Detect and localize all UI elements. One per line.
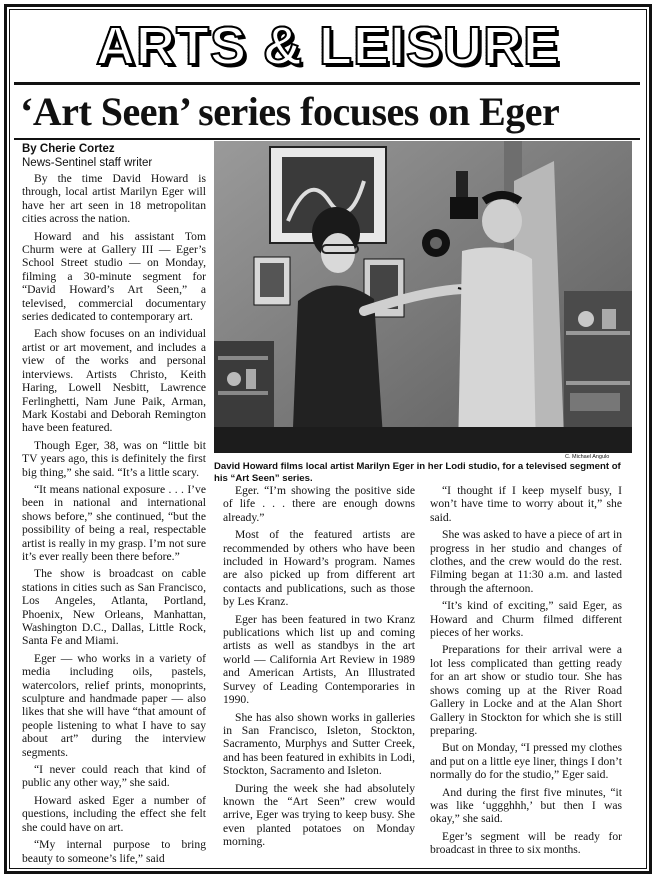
article-paragraph: She was asked to have a piece of art in progress in her studio and changes of clothes, and the crew would do the rest. Filming began at 11:30 a.m. and lasted through the afternoon. [430, 528, 622, 595]
article-column-1 [22, 172, 206, 869]
article-paragraph: Howard asked Eger a number of questions, including the effect she felt she could have on art. [22, 793, 206, 834]
byline-role: News-Sentinel staff writer [22, 157, 153, 169]
article-paragraph: By the time David Howard is through, local artist Marilyn Eger will have her art seen in 18 metropolitan cities across the nation. [22, 172, 206, 226]
article-paragraph: Each show focuses on an individual artist or art movement, and includes a view of the works and personal interviews. Artists Christo, Keith Haring, Lowell Nesbitt, Lawrence Ferlinghetti, Nam June Paik, Arman, Mark Kostabi and Deborah Remington have been featured. [22, 327, 206, 435]
article-paragraph: She has also shown works in galleries in San Francisco, Isleton, Stockton, Sacramento, Murphys and Sutter Creek, and has been featured in exhibits in Lodi, Stockton, Sacramento and Isleton. [223, 710, 415, 778]
article-paragraph: And during the first five minutes, “it was like ‘uggghhh,’ but then I was okay,” she said. [430, 785, 622, 826]
article-paragraph: Most of the featured artists are recommended by others who have been included in Howard’s program. Names are also picked up from different art contacts and publications, such as those by Les Kranz. [223, 528, 415, 609]
article-paragraph: Eger — who works in a variety of media including oils, pastels, watercolors, relief prints, monoprints, sculpture and handmade paper — also likes that she will have “that amount of people listening to what I have to say about art” during the interview segments. [22, 651, 206, 759]
article-paragraph: “It’s kind of exciting,” said Eger, as Howard and Churm filmed different pieces of her works. [430, 599, 622, 640]
banner-rule [14, 82, 640, 85]
article-column-3 [430, 484, 622, 861]
byline [22, 142, 152, 170]
article-paragraph: “It means national exposure . . . I’ve been in national and international shows before,” she continued, “but the possibility of being a real, respectable artist is really in my grasp. I’m not sure it’s ever really been there before.” [22, 482, 206, 563]
article-paragraph: Preparations for their arrival were a lot less complicated than getting ready for an art show or studio tour. She has shows coming up at the River Road Gallery in Locke and at the Alan Short Gallery in Stockton for which she is still preparing. [430, 643, 622, 737]
section-banner [14, 14, 642, 78]
article-paragraph: Eger has been featured in two Kranz publications which list up and coming artists as well as standbys in the art world — California Art Review in 1989 and American Artists, An Illustrated Survey of Leading Contemporaries in 1990. [223, 612, 415, 707]
byline-author: By Cherie Cortez [22, 143, 115, 155]
photo-caption: David Howard films local artist Marilyn Eger in her Lodi studio, for a televised segment of his “Art Seen” series. [214, 461, 621, 484]
article-paragraph: “I thought if I keep myself busy, I won’t have time to worry about it,” she said. [430, 484, 622, 524]
photo-credit: C. Michael Angulo [565, 454, 610, 460]
article-paragraph: “I never could reach that kind of public any other way,” she said. [22, 763, 206, 790]
article-photo [214, 141, 632, 453]
article-paragraph: Howard and his assistant Tom Churm were at Gallery III — Eger’s School Street studio — on Monday, filming a 30-minute segment for “David Howard’s Art Seen,” a televised, commercial documentary series dedicated to contemporary art. [22, 229, 206, 324]
article-paragraph: Eger’s segment will be ready for broadcast in three to six months. [430, 829, 622, 857]
section-title: ARTS & LEISURE [95, 16, 561, 76]
article-column-2 [223, 484, 415, 853]
article-paragraph: Though Eger, 38, was on “little bit TV years ago, this is definitely the first big thing,” she said. “It’s a little scary. [22, 438, 206, 479]
article-paragraph: Eger. “I’m showing the positive side of life . . . there are enough downs already.” [223, 484, 415, 524]
article-headline: ‘Art Seen’ series focuses on Eger [20, 89, 560, 134]
article-paragraph: But on Monday, “I pressed my clothes and put on a little eye liner, things I don’t normally do for the studio,” Eger said. [430, 741, 622, 782]
article-paragraph: “My internal purpose to bring beauty to someone’s life,” said [22, 838, 206, 865]
article-paragraph: The show is broadcast on cable stations in cities such as San Francisco, Los Angeles, Atlanta, Portland, Phoenix, New Orleans, Manhattan, Washington D.C., Dallas, Little Rock, Santa Fe and Miami. [22, 567, 206, 648]
article-paragraph: During the week she had absolutely known the “Art Seen” crew would arrive, Eger was trying to keep busy. She even planted potatoes on Monday morning. [223, 781, 415, 849]
headline-rule [14, 138, 640, 140]
